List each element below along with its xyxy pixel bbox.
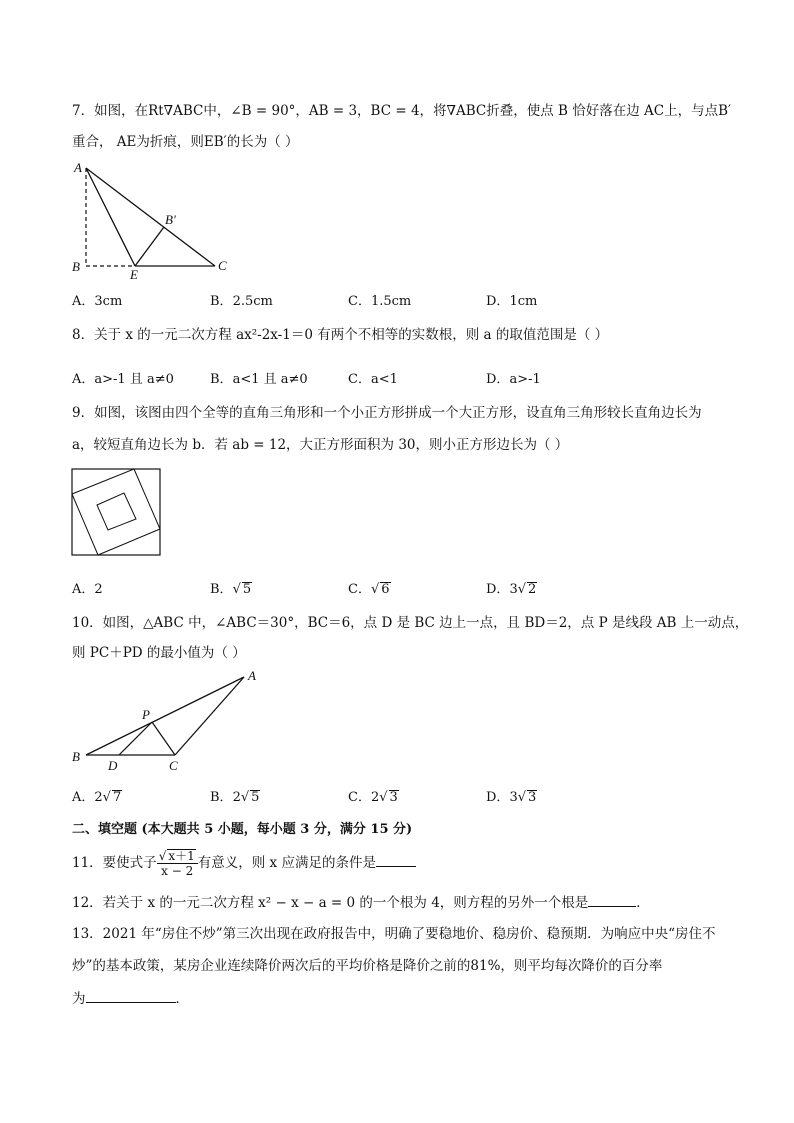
q9-option-d[interactable]: D．3√ 2	[486, 582, 537, 597]
q10-triangle-figure	[66, 666, 266, 778]
q10-label-D: D	[108, 758, 118, 773]
q11-stem: 11．要使式子 $\frac{√ x+1}{x - 2}$ 有意义，则 x 应满足的条件是	[72, 849, 416, 878]
q7-label-A: A	[74, 160, 82, 175]
q7-triangle-figure	[60, 158, 240, 283]
q9-option-b[interactable]: B．√ 5	[210, 582, 252, 597]
q7-label-E: E	[130, 267, 138, 282]
q10-label-B: B	[72, 749, 80, 764]
q7-option-c[interactable]: C．1.5cm	[348, 294, 412, 309]
q12-stem: 12．若关于 x 的一元二次方程 x² − x − a = 0 的一个根为 4，则方程的另外一个根是 ．	[72, 892, 650, 913]
q8-option-b[interactable]: B．a<1 且 a≠0	[210, 372, 308, 387]
q8-option-c[interactable]: C．a<1	[348, 372, 398, 387]
q9-stem-line1: 9．如图，该图由四个全等的直角三角形和一个小正方形拼成一个大正方形，设直角三角形较长直角边长为	[72, 405, 702, 421]
q10-stem-line2: 则 PC＋PD 的最小值为（ ）	[72, 645, 246, 661]
q9-option-a[interactable]: A．2	[72, 582, 103, 597]
q7-stem-line2: 重合， AE为折痕，则EB′的长为（ ）	[72, 134, 299, 150]
q9-squares-figure	[70, 467, 165, 559]
section-2-heading: 二、填空题 (本大题共 5 小题，每小题 3 分，满分 15 分)	[72, 822, 413, 837]
q7-option-d[interactable]: D．1cm	[486, 294, 538, 309]
q7-label-C: C	[218, 258, 227, 273]
q7-label-Bprime: B′	[165, 212, 176, 227]
q13-stem-line1: 13．2021 年“房住不炒”第三次出现在政府报告中，明确了要稳地价、稳房价、稳预期．为响应中央“房住不	[72, 926, 716, 942]
q10-option-d[interactable]: D．3√ 3	[486, 790, 537, 805]
q7-stem-line1: 7．如图，在Rt∇ABC中，∠B = 90°，AB = 3，BC = 4，将∇ABC折叠，使点 B 恰好落在边 AC上，与点B′	[72, 103, 732, 119]
q8-option-a[interactable]: A．a>-1 且 a≠0	[72, 372, 174, 387]
q10-option-b[interactable]: B．2√ 5	[210, 790, 260, 805]
q7-option-b[interactable]: B．2.5cm	[210, 294, 273, 309]
q7-label-B: B	[72, 259, 80, 274]
q9-option-c[interactable]: C．√ 6	[348, 582, 390, 597]
q12-answer-blank[interactable]	[588, 892, 636, 907]
q13-answer-blank[interactable]	[86, 988, 176, 1003]
q10-label-A: A	[248, 668, 256, 683]
q13-stem-line2: 炒”的基本政策，某房企业连续降价两次后的平均价格是降价之前的81%，则平均每次降价的百分率	[72, 958, 663, 974]
q10-option-a[interactable]: A．2√ 7	[72, 790, 122, 805]
q13-stem-line3: 为 ．	[72, 988, 189, 1009]
q8-option-d[interactable]: D．a>-1	[486, 372, 541, 387]
q10-label-P: P	[142, 707, 150, 722]
q9-stem-line2: a，较短直角边长为 b．若 ab = 12，大正方形面积为 30，则小正方形边长为（ ）	[72, 437, 569, 453]
q7-option-a[interactable]: A．3cm	[72, 294, 123, 309]
q10-label-C: C	[169, 758, 178, 773]
q11-answer-blank[interactable]	[376, 852, 416, 867]
q10-stem-line1: 10．如图，△ABC 中，∠ABC＝30°，BC＝6，点 D 是 BC 边上一点，且 BD＝2，点 P 是线段 AB 上一动点，	[72, 615, 749, 631]
q11-fraction: $\frac{√ x+1}{x - 2}$	[157, 849, 198, 878]
q10-option-c[interactable]: C．2√ 3	[348, 790, 398, 805]
q8-stem: 8．关于 x 的一元二次方程 ax²-2x-1＝0 有两个不相等的实数根，则 a 的取值范围是（ ）	[72, 327, 609, 343]
